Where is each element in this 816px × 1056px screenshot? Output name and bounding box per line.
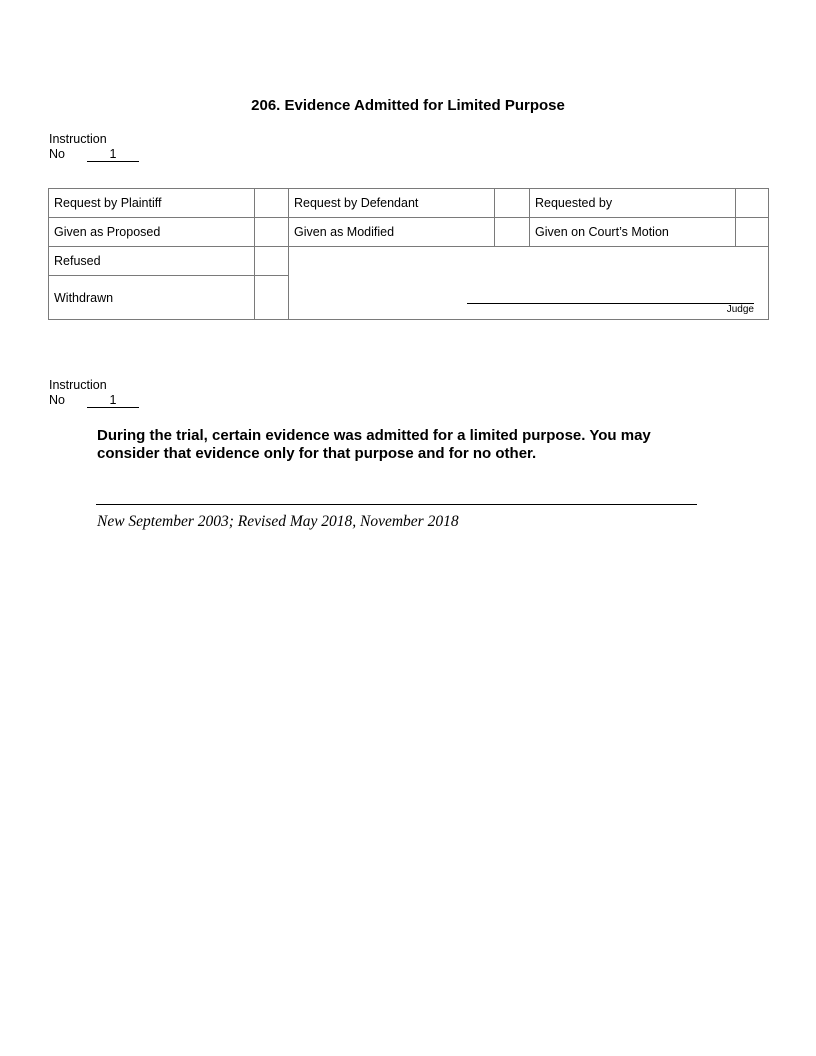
given-on-courts-motion-label: Given on Court’s Motion [530, 218, 736, 247]
disposition-table [48, 188, 769, 320]
instruction-text: During the trial, certain evidence was admitted for a limited purpose. You may consider that evidence only for that purpose and for no other. [97, 427, 651, 462]
refused-checkbox[interactable] [255, 247, 289, 276]
instruction-number-row [49, 147, 139, 162]
history-note: New September 2003; Revised May 2018, November 2018 [97, 513, 459, 530]
judge-signature-line[interactable] [467, 303, 754, 304]
given-as-modified-label: Given as Modified [289, 218, 495, 247]
given-as-proposed-label: Given as Proposed [49, 218, 255, 247]
instruction-number-header [49, 378, 139, 408]
given-as-proposed-checkbox[interactable] [255, 218, 289, 247]
request-by-defendant-label: Request by Defendant [289, 189, 495, 218]
request-by-plaintiff-label: Request by Plaintiff [49, 189, 255, 218]
instruction-no-label: No [49, 146, 65, 161]
divider [96, 504, 697, 505]
given-as-modified-checkbox[interactable] [495, 218, 530, 247]
judge-signature-area [289, 247, 769, 320]
requested-by-label: Requested by [530, 189, 736, 218]
instruction-number-row [49, 393, 139, 408]
given-on-courts-motion-checkbox[interactable] [736, 218, 769, 247]
instruction-number-header [49, 132, 139, 162]
refused-label: Refused [49, 247, 255, 276]
withdrawn-label: Withdrawn [49, 276, 255, 320]
judge-label: Judge [726, 304, 754, 315]
request-by-plaintiff-checkbox[interactable] [255, 189, 289, 218]
withdrawn-checkbox[interactable] [255, 276, 289, 320]
requested-by-checkbox[interactable] [736, 189, 769, 218]
instruction-number-value: 1 [87, 394, 139, 408]
request-by-defendant-checkbox[interactable] [495, 189, 530, 218]
instruction-number-value: 1 [87, 148, 139, 162]
page-title: 206. Evidence Admitted for Limited Purpose [251, 97, 565, 114]
instruction-label: Instruction [49, 132, 107, 146]
instruction-no-label: No [49, 392, 65, 407]
instruction-label: Instruction [49, 378, 107, 392]
